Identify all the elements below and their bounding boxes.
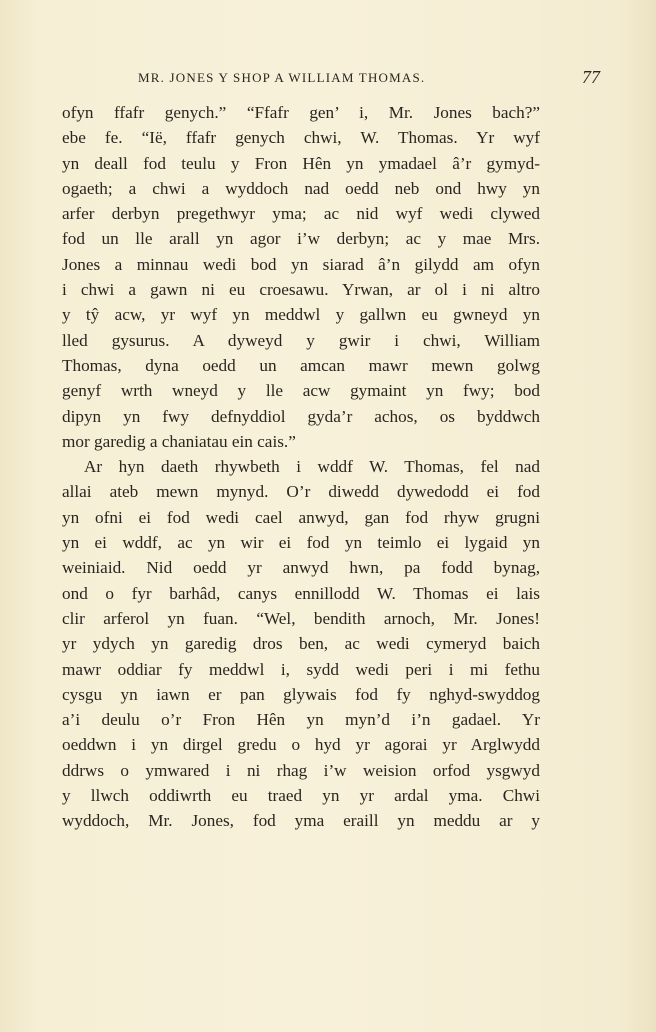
text-line: y llwch oddiwrth eu traed yn yr ardal yma. Chwi [62, 786, 540, 806]
text-line: lled gysurus. A dyweyd y gwir i chwi, William [62, 330, 540, 350]
text-line: y tŷ acw, yr wyf yn meddwl y gallwn eu gwneyd yn [62, 305, 540, 325]
text-line: ebe fe. “Iё, ffafr genych chwi, W. Thomas. Yr wyf [62, 128, 540, 148]
text-line: Thomas, dyna oedd un amcan mawr mewn golwg [62, 355, 540, 375]
page-number: 77 [582, 67, 600, 87]
text-line: dipyn yn fwy defnyddiol gyda’r achos, os byddwch [62, 406, 540, 426]
text-line: yr ydych yn garedig dros ben, ac wedi cymeryd baich [62, 634, 540, 654]
text-line: arfer derbyn pregethwyr yma; ac nid wyf wedi clywed [62, 204, 540, 224]
text-line: yn ei wddf, ac yn wir ei fod yn teimlo ei lygaid yn [62, 533, 540, 553]
text-line: mor garedig a chaniatau ein cais.” [62, 431, 296, 451]
running-head [60, 67, 600, 92]
text-line: mawr oddiar fy meddwl i, sydd wedi peri i mi fethu [62, 659, 540, 679]
text-line: clir arferol yn fuan. “Wel, bendith arnoch, Mr. Jones! [62, 608, 540, 628]
running-title: MR. JONES Y SHOP A WILLIAM THOMAS. [138, 70, 426, 85]
text-line: wyddoch, Mr. Jones, fod yma eraill yn meddu ar y [62, 811, 540, 831]
text-line: ond o fyr barhâd, canys ennillodd W. Thomas ei lais [62, 583, 540, 603]
text-line: cysgu yn iawn er pan glywais fod fy nghyd-swyddog [62, 684, 540, 704]
text-line: a’i deulu o’r Fron Hên yn myn’d i’n gadael. Yr [62, 710, 540, 730]
text-line: Ar hyn daeth rhywbeth i wddf W. Thomas, fel nad [84, 457, 540, 477]
text-line: genyf wrth wneyd y lle acw gymaint yn fwy; bod [62, 381, 540, 401]
text-line: ddrws o ymwared i ni rhag i’w weision orfod ysgwyd [62, 760, 540, 780]
text-line: fod un lle arall yn agor i’w derbyn; ac y mae Mrs. [62, 229, 540, 249]
text-line: ogaeth; a chwi a wyddoch nad oedd neb ond hwy yn [62, 178, 540, 198]
text-line: yn deall fod teulu y Fron Hên yn ymadael â’r gymyd- [62, 153, 540, 173]
body-text [62, 100, 540, 834]
text-line: yn ofni ei fod wedi cael anwyd, gan fod rhyw grugni [62, 507, 540, 527]
text-line: weiniaid. Nid oedd yr anwyd hwn, pa fodd bynag, [62, 558, 540, 578]
text-line: i chwi a gawn ni eu croesawu. Yrwan, ar ol i ni altro [62, 280, 540, 300]
text-line: Jones a minnau wedi bod yn siarad â’n gilydd am ofyn [62, 254, 540, 274]
text-line: ofyn ffafr genych.” “Ffafr gen’ i, Mr. Jones bach?” [62, 103, 540, 122]
text-line: oeddwn i yn dirgel gredu o hyd yr agorai yr Arglwydd [62, 735, 540, 755]
text-line: allai ateb mewn mynyd. O’r diwedd dywedodd ei fod [62, 482, 540, 502]
